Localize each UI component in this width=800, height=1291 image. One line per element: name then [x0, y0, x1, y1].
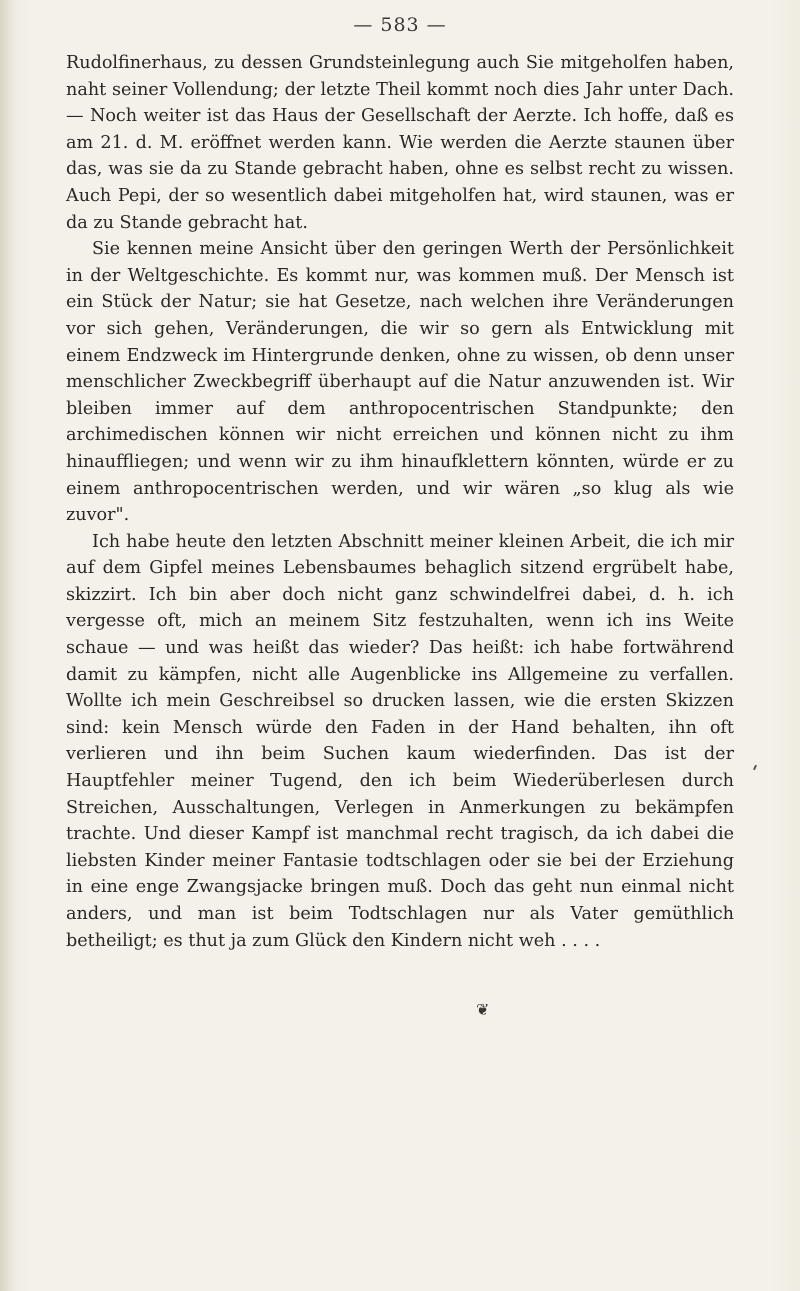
body-text: [66, 50, 734, 954]
margin-mark: [753, 765, 757, 770]
page-gutter: [0, 0, 16, 1291]
paragraph-2: Sie kennen meine Ansicht über den geringen Werth der Persönlichkeit in der Weltgeschichte. Es kommt nur, was kommen muß. Der Mensch ist ein Stück der Natur; sie hat Gesetze, nach welchen ihre Veränderungen vor sich gehen, Veränderungen, die wir so gern als Entwicklung mit einem Endzweck im Hintergrunde denken, ohne zu wissen, ob denn unser menschlicher Zweckbegriff überhaupt auf die Natur anzuwenden ist. Wir bleiben immer auf dem anthropocentrischen Standpunkte; den archimedischen können wir nicht erreichen und können nicht zu ihm hinauffliegen; und wenn wir zu ihm hinaufklettern könnten, würde er zu einem anthropocentrischen werden, und wir wären „so klug als wie zuvor".: [66, 239, 734, 526]
paragraph-3: Ich habe heute den letzten Abschnitt meiner kleinen Arbeit, die ich mir auf dem Gipfel meines Lebensbaumes behaglich sitzend ergrübelt habe, skizzirt. Ich bin aber doch nicht ganz schwindelfrei dabei, d. h. ich vergesse oft, mich an meinem Sitz festzuhalten, wenn ich ins Weite schaue — und was heißt das wieder? Das heißt: ich habe fortwährend damit zu kämpfen, nicht alle Augenblicke ins Allgemeine zu verfallen. Wollte ich mein Geschreibsel so drucken lassen, wie die ersten Skizzen sind: kein Mensch würde den Faden in der Hand behalten, ihn oft verlieren und ihn beim Suchen kaum wiederfinden. Das ist der Hauptfehler meiner Tugend, den ich beim Wiederüberlesen durch Streichen, Ausschaltungen, Verlegen in Anmerkungen zu bekämpfen trachte. Und dieser Kampf ist manchmal recht tragisch, da ich dabei die liebsten Kinder meiner Fantasie todtschlagen oder sie bei der Erziehung in eine enge Zwangsjacke bringen muß. Doch das geht nun einmal nicht anders, und man ist beim Todtschlagen nur als Vater gemüthlich betheiligt; es thut ja zum Glück den Kindern nicht weh . . . .: [66, 531, 734, 951]
end-ornament-icon: ❦: [476, 1000, 490, 1019]
page-number: — 583 —: [353, 14, 447, 36]
paragraph-1: Rudolfinerhaus, zu dessen Grundsteinlegung auch Sie mitgeholfen haben, naht seiner Vollendung; der letzte Theil kommt noch dies Jahr unter Dach. — Noch weiter ist das Haus der Gesellschaft der Aerzte. Ich hoffe, daß es am 21. d. M. eröffnet werden kann. Wie werden die Aerzte staunen über das, was sie da zu Stande gebracht haben, ohne es selbst recht zu wissen. Auch Pepi, der so wesentlich dabei mitgeholfen hat, wird staunen, was er da zu Stande gebracht hat.: [66, 53, 734, 233]
